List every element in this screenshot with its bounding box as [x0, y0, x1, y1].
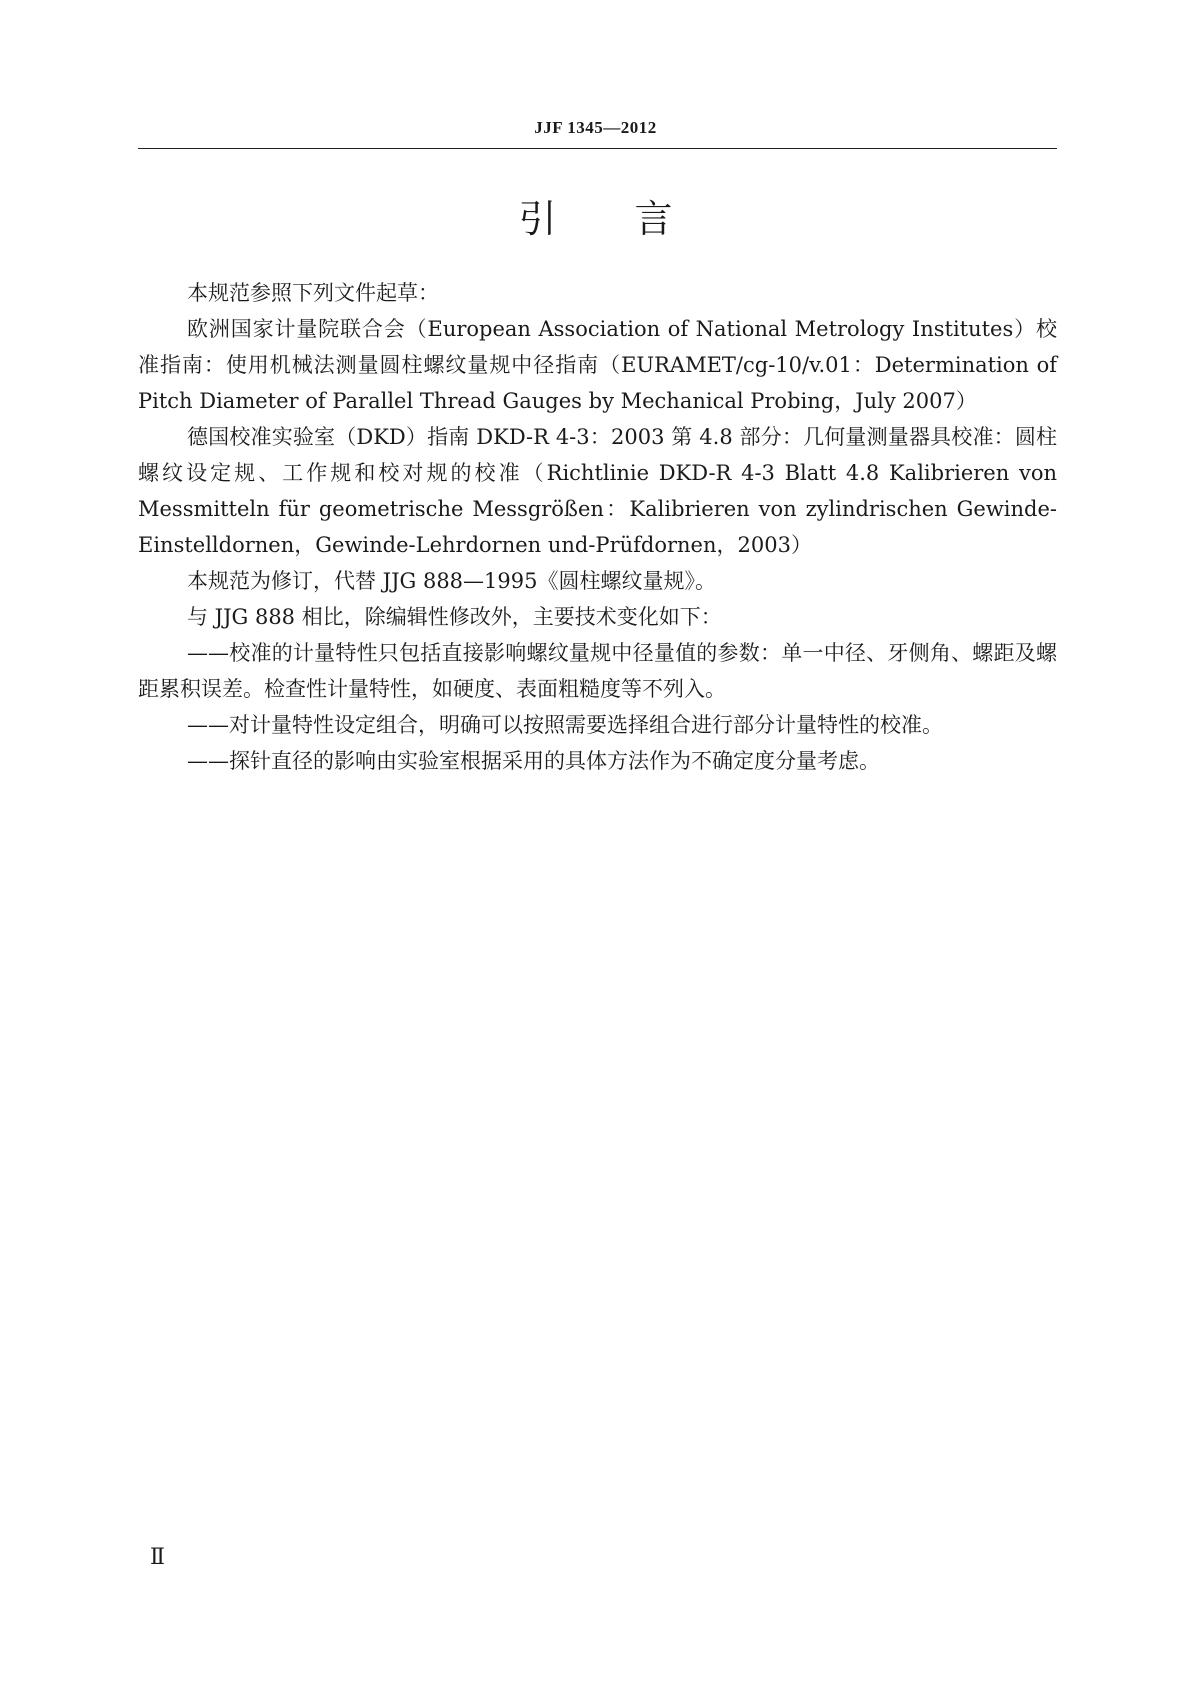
paragraph-reference-intro: 本规范参照下列文件起草： [187, 281, 439, 305]
page-title [0, 196, 1191, 242]
page-header-standard-code: JJF 1345—2012 [534, 118, 657, 137]
paragraph-revision-note: 本规范为修订，代替 JJG 888—1995《圆柱螺纹量规》。 [187, 569, 716, 593]
header-divider [138, 148, 1057, 149]
paragraph-change-item-3: ——探针直径的影响由实验室根据采用的具体方法作为不确定度分量考虑。 [187, 749, 880, 773]
paragraph-changes-intro: 与 JJG 888 相比，除编辑性修改外，主要技术变化如下： [187, 605, 722, 629]
page-number: Ⅱ [150, 1544, 165, 1569]
page-title-char-1: 引 [518, 197, 557, 241]
paragraph-change-item-2: ——对计量特性设定组合，明确可以按照需要选择组合进行部分计量特性的校准。 [187, 713, 943, 737]
page-title-char-2: 言 [634, 197, 673, 241]
paragraph-change-item-1: ——校准的计量特性只包括直接影响螺纹量规中径量值的参数：单一中径、牙侧角、螺距及螺距累积误差。检查性计量特性，如硬度、表面粗糙度等不列入。 [138, 641, 1057, 701]
document-body [138, 275, 1057, 779]
paragraph-euramet-reference: 欧洲国家计量院联合会（European Association of National Metrology Institutes）校准指南：使用机械法测量圆柱螺纹量规中径指南（EURAMET/cg-10/v.01：Determination of Pitch Diameter of Parallel Thread Gauges by Mechanical Probing，July 2007） [138, 317, 1057, 413]
paragraph-dkd-reference: 德国校准实验室（DKD）指南 DKD-R 4-3：2003 第 4.8 部分：几何量测量器具校准：圆柱螺纹设定规、工作规和校对规的校准（Richtlinie DKD-R 4-3 Blatt 4.8 Kalibrieren von Messmitteln für geometrische Messgrößen：Kalibrieren von zylindrischen Gewinde-Einstelldornen，Gewinde-Lehrdornen und-Prüfdornen，2003） [138, 425, 1057, 557]
